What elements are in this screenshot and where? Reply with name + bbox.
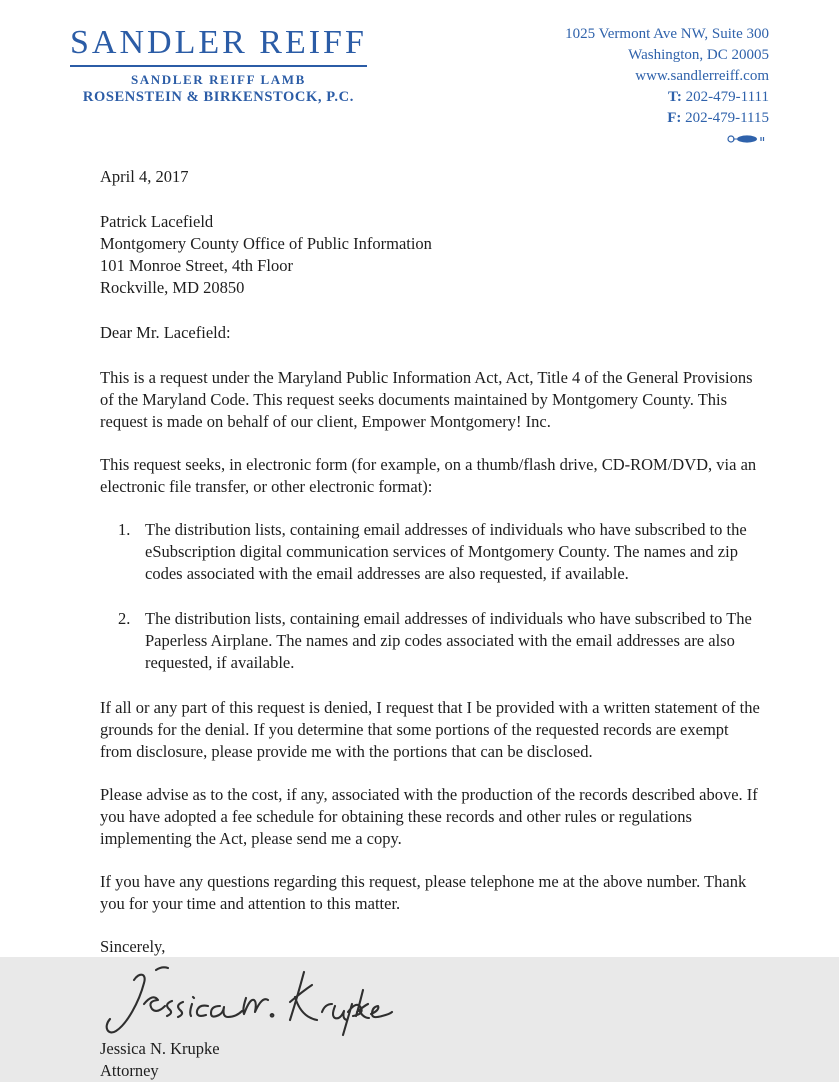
request-list xyxy=(100,519,763,674)
recipient-organization: Montgomery County Office of Public Information xyxy=(100,234,432,253)
recipient-street: 101 Monroe Street, 4th Floor xyxy=(100,256,293,275)
fax-label: F: xyxy=(667,110,682,126)
letterhead xyxy=(0,0,839,140)
contact-block xyxy=(565,16,769,140)
letter-date: April 4, 2017 xyxy=(100,167,189,186)
paragraph-intro: This is a request under the Maryland Public Information Act, Act, Title 4 of the General Provisions of the Maryland Code. This request seeks documents maintained by Montgomery County. This request is made on behalf of our client, Empower Montgomery! Inc. xyxy=(100,368,753,431)
list-item xyxy=(100,608,763,674)
logo-wordmark: SANDLER REIFF xyxy=(70,24,367,67)
paragraph-denial: If all or any part of this request is denied, I request that I be provided with a written statement of the grounds for the denial. If you determine that some portions of the requested records are exempt from disclosure, please provide me with the portions that can be disclosed. xyxy=(100,698,760,761)
signer-title: Attorney xyxy=(100,1061,159,1080)
firm-name-lines xyxy=(70,72,367,106)
contact-fax xyxy=(565,108,769,129)
list-item-number: 1. xyxy=(118,520,131,539)
list-item-text: The distribution lists, containing email addresses of individuals who have subscribed to the eSubscription digital communication services of Montgomery County. The names and zip codes associated with the email addresses are also requested, if available. xyxy=(145,520,747,583)
firm-name-line1: SANDLER REIFF LAMB xyxy=(130,72,306,87)
letter-content xyxy=(0,166,839,1082)
handwritten-signature xyxy=(94,964,763,1036)
closing: Sincerely, xyxy=(100,937,166,956)
list-item xyxy=(100,519,763,585)
paragraph-request-form: This request seeks, in electronic form (for example, on a thumb/flash drive, CD-ROM/DVD, via an electronic file transfer, or other electronic format): xyxy=(100,455,757,496)
phone-number: 202-479-1111 xyxy=(685,89,769,105)
recipient-city: Rockville, MD 20850 xyxy=(100,278,245,297)
contact-website: www.sandlerreiff.com xyxy=(635,68,769,84)
paragraph-questions: If you have any questions regarding this request, please telephone me at the above number. Thank you for your time and attention to this matter. xyxy=(100,872,747,913)
union-bug-icon xyxy=(565,130,769,140)
firm-logo xyxy=(70,16,367,106)
list-item-number: 2. xyxy=(118,609,131,628)
firm-name-line2: ROSENSTEIN & BIRKENSTOCK, P.C. xyxy=(82,89,354,105)
recipient-address-block xyxy=(100,211,763,299)
contact-phone xyxy=(565,87,769,108)
list-item-text: The distribution lists, containing email addresses of individuals who have subscribed to The Paperless Airplane. The names and zip codes associated with the email addresses are also requested, if available. xyxy=(145,609,752,672)
signer-name: Jessica N. Krupke xyxy=(100,1039,220,1058)
contact-address-line1: 1025 Vermont Ave NW, Suite 300 xyxy=(565,26,769,42)
phone-label: T: xyxy=(668,89,682,105)
contact-address-line2: Washington, DC 20005 xyxy=(628,47,769,63)
salutation: Dear Mr. Lacefield: xyxy=(100,323,231,342)
paragraph-cost: Please advise as to the cost, if any, associated with the production of the records described above. If you have adopted a fee schedule for obtaining these records and other rules or regulations implementing the Act, please send me a copy. xyxy=(100,785,758,848)
recipient-name: Patrick Lacefield xyxy=(100,212,214,231)
fax-number: 202-479-1115 xyxy=(685,110,769,126)
